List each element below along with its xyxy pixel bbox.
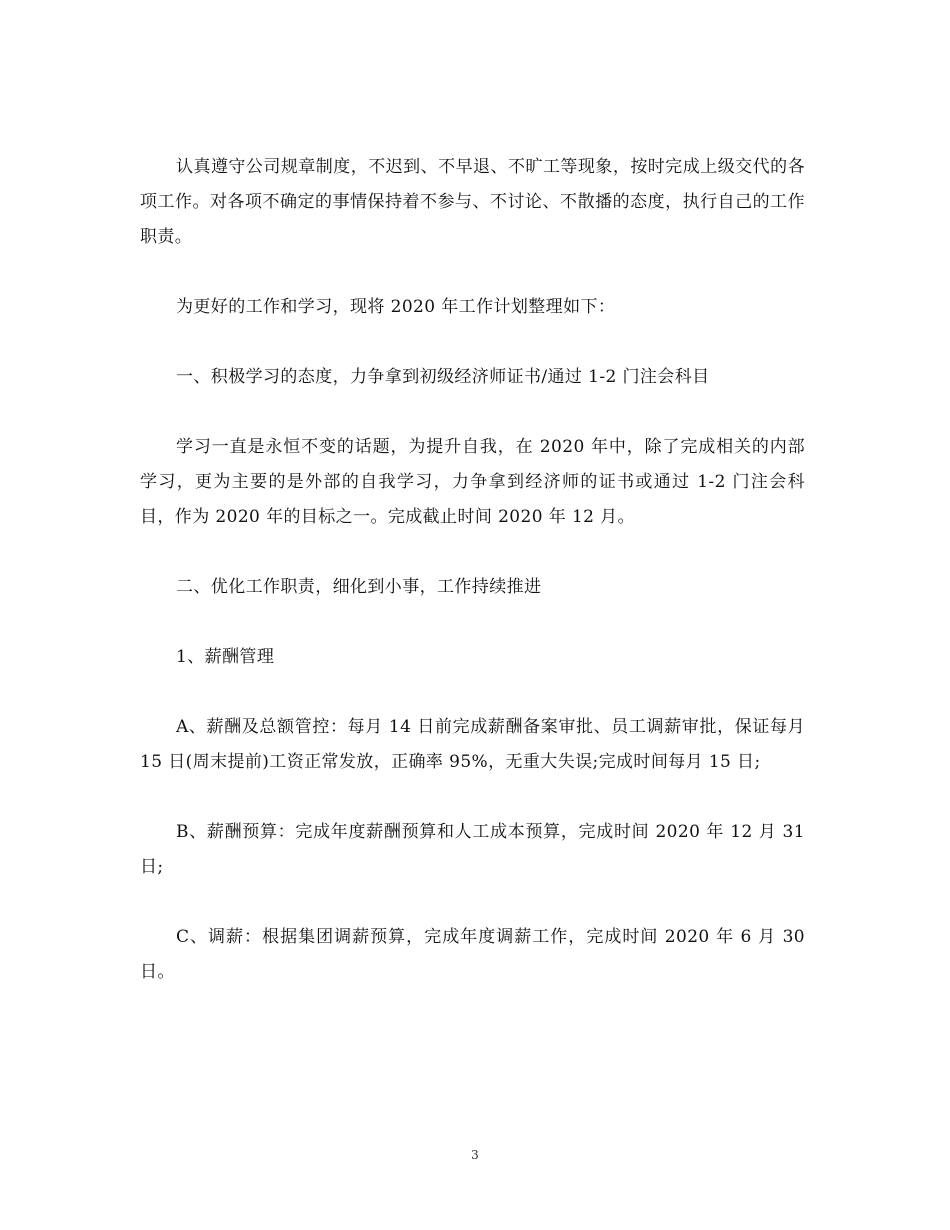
paragraph-gap xyxy=(140,255,805,290)
item-salary-control: A、薪酬及总额管控：每月 14 日前完成薪酬备案审批、员工调薪审批，保证每月 15 日(周末提前)工资正常发放，正确率 95%，无重大失误;完成时间每月 15 日; xyxy=(140,717,805,772)
paragraph-gap xyxy=(140,535,805,570)
section-heading-duties: 二、优化工作职责，细化到小事，工作持续推进 xyxy=(176,577,542,597)
document-body xyxy=(140,150,805,990)
item-salary-budget: B、薪酬预算：完成年度薪酬预算和人工成本预算，完成时间 2020 年 12 月 31 日; xyxy=(140,822,805,877)
subsection-heading-salary: 1、薪酬管理 xyxy=(176,647,275,667)
paragraph-gap xyxy=(140,325,805,360)
paragraph-gap xyxy=(140,675,805,710)
paragraph-gap xyxy=(140,780,805,815)
paragraph-gap xyxy=(140,605,805,640)
paragraph-gap xyxy=(140,395,805,430)
item-salary-adjustment: C、调薪：根据集团调薪预算，完成年度调薪工作，完成时间 2020 年 6 月 30 日。 xyxy=(140,927,805,982)
paragraph-learning-detail: 学习一直是永恒不变的话题，为提升自我，在 2020 年中，除了完成相关的内部学习，更为主要的是外部的自我学习，力争拿到经济师的证书或通过 1-2 门注会科目，作为 2020 年的目标之一。完成截止时间 2020 年 12 月。 xyxy=(140,437,805,527)
paragraph-plan-intro: 为更好的工作和学习，现将 2020 年工作计划整理如下： xyxy=(176,297,616,317)
paragraph-gap xyxy=(140,885,805,920)
paragraph-work-discipline: 认真遵守公司规章制度，不迟到、不早退、不旷工等现象，按时完成上级交代的各项工作。对各项不确定的事情保持着不参与、不讨论、不散播的态度，执行自己的工作职责。 xyxy=(140,157,805,247)
section-heading-learning: 一、积极学习的态度，力争拿到初级经济师证书/通过 1-2 门注会科目 xyxy=(176,367,710,387)
page-number: 3 xyxy=(471,1148,479,1162)
